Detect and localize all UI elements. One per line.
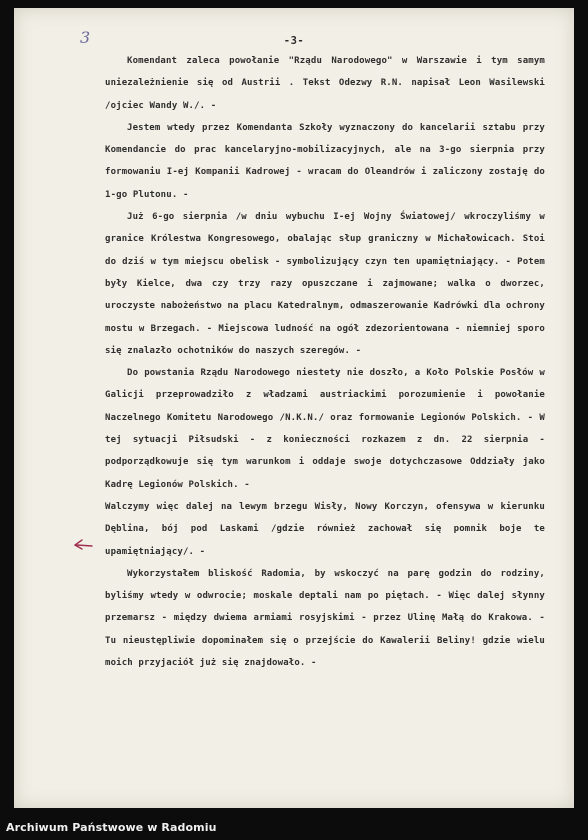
typewritten-text <box>105 50 545 674</box>
margin-arrow-mark <box>72 537 94 551</box>
handwritten-page-mark: 3 <box>80 28 91 47</box>
archive-label: Archiwum Państwowe w Radomiu <box>6 821 217 834</box>
paragraph: Wykorzystałem bliskość Radomia, by wskoczyć na parę godzin do rodziny, byliśmy wtedy w odwrocie; moskale deptali nam po piętach. - Więc dalej słynny przemarsz - między dwiema armiami rosyjskimi - przez Ulinę Małą do Krakowa. - Tu nieustępliwie dopominałem się o przejście do Kawalerii Beliny! gdzie wielu moich przyjaciół już się znajdowało. - <box>105 568 545 669</box>
page-number: -3- <box>283 35 305 47</box>
paragraph: Walczymy więc dalej na lewym brzegu Wisły, Nowy Korczyn, ofensywa w kierunku Dęblina, bój pod Laskami /gdzie również zachował się pomnik boje te upamiętniający/. - <box>105 501 545 557</box>
paragraph: Jestem wtedy przez Komendanta Szkoły wyznaczony do kancelarii sztabu przy Komendancie do prac kancelaryjno-mobilizacyjnych, ale na 3-go sierpnia przy formowaniu I-ej Kompanii Kadrowej - wracam do Oleandrów i zaliczony zostaję do 1-go Plutonu. - <box>105 122 545 200</box>
archive-footer <box>0 815 588 840</box>
paragraph: Do powstania Rządu Narodowego niestety nie doszło, a Koło Polskie Posłów w Galicji przeprowadziło z władzami austriackimi porozumienie i powołanie Naczelnego Komitetu Narodowego /N.K.N./ oraz formowanie Legionów Polskich. - W tej sytuacji Piłsudski - z konieczności rozkazem z dn. 22 sierpnia - podporządkowuje się tym warunkom i oddaje swoje dotychczasowe Oddziały jako Kadrę Legionów Polskich. - <box>105 368 545 490</box>
paragraph: Komendant zaleca powołanie "Rządu Narodowego" w Warszawie i tym samym uniezależnienie się od Austrii . Tekst Odezwy R.N. napisał Leon Wasilewski /ojciec Wandy W./. - <box>105 56 545 111</box>
paragraph: Już 6-go sierpnia /w dniu wybuchu I-ej Wojny Światowej/ wkroczyliśmy w granice Królestwa Kongresowego, obalając słup graniczny w Michałowicach. Stoi do dziś w tym miejscu obelisk - symbolizujący czyn ten upamiętniający. - Potem były Kielce, dwa czy trzy razy opuszczane i zajmowane; walka o dworzec, uroczyste nabożeństwo na placu Katedralnym, odmaszerowanie Kadrówki dla ochrony mostu w Brzegach. - Miejscowa ludność na ogół zdezorientowana - niemniej sporo się znalazło ochotników do naszych szeregów. - <box>105 212 545 356</box>
